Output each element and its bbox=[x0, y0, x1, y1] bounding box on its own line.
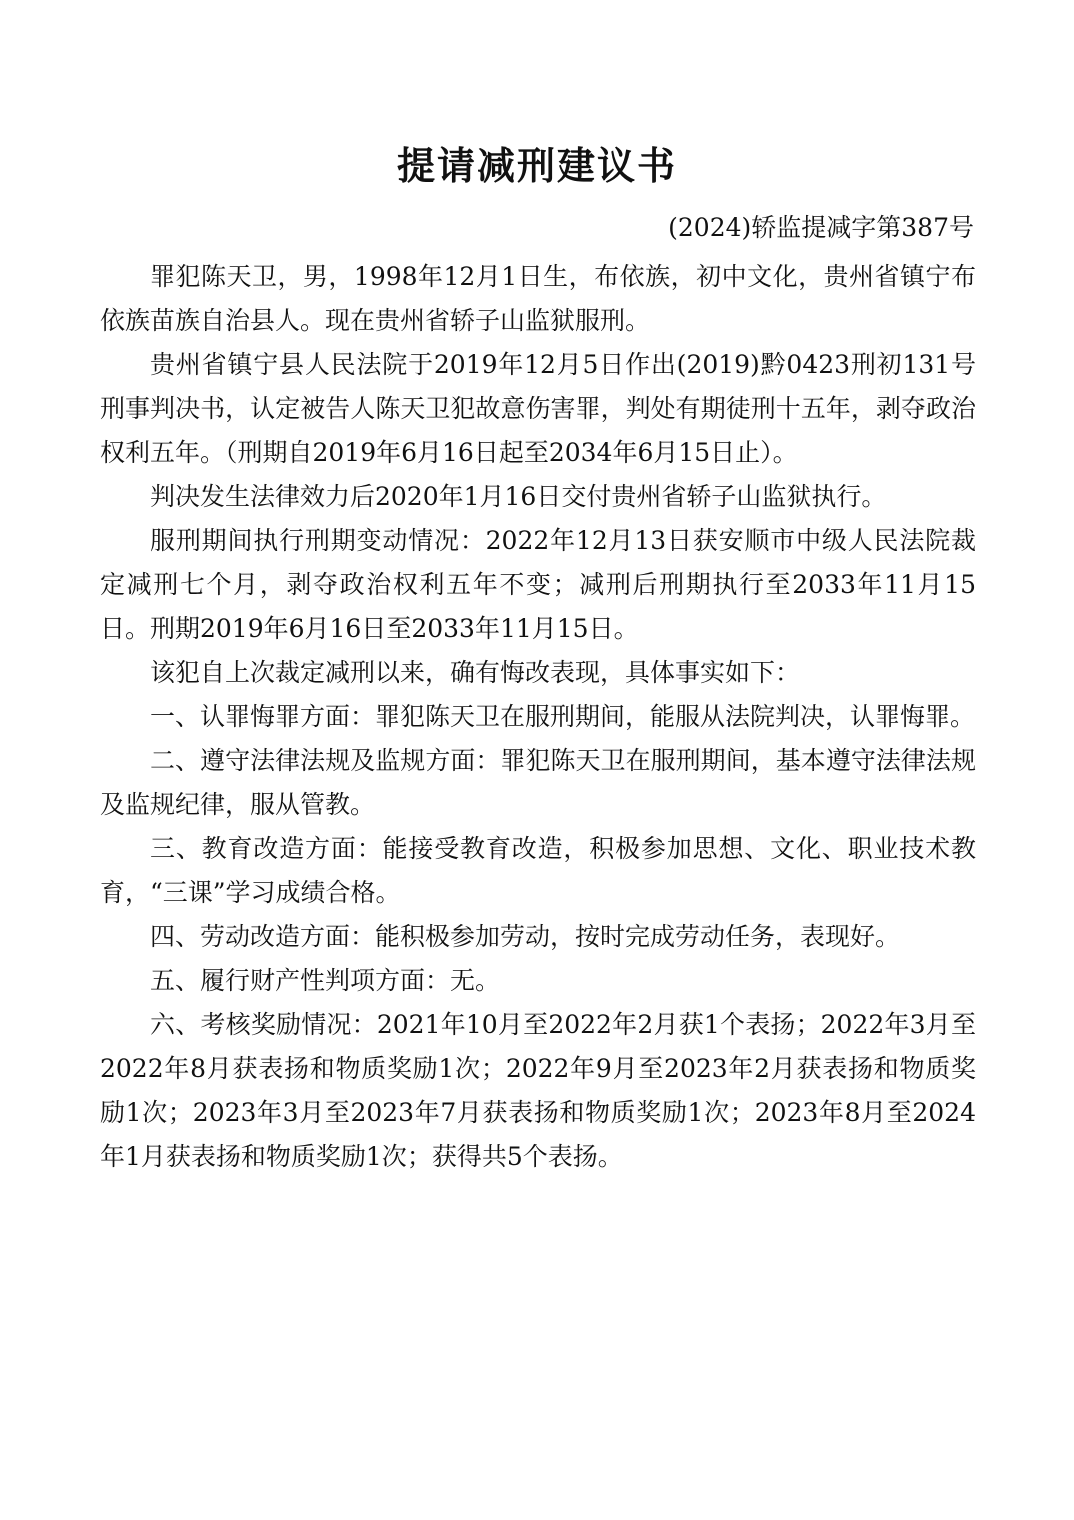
paragraph-sentence-changes: 服刑期间执行刑期变动情况：2022年12月13日获安顺市中级人民法院裁定减刑七个月，剥夺政治权利五年不变；减刑后刑期执行至2033年11月15日。刑期2019年6月16日至2033年11月15日。 bbox=[100, 526, 976, 643]
paragraph-intro-facts: 该犯自上次裁定减刑以来，确有悔改表现，具体事实如下： bbox=[150, 658, 801, 687]
paragraph-original-judgment: 贵州省镇宁县人民法院于2019年12月5日作出(2019)黔0423刑初131号刑事判决书，认定被告人陈天卫犯故意伤害罪，判处有期徒刑十五年，剥夺政治权利五年。（刑期自2019年6月16日起至2034年6月15日止）。 bbox=[100, 350, 976, 467]
paragraph-labor: 四、劳动改造方面：能积极参加劳动，按时完成劳动任务，表现好。 bbox=[150, 922, 901, 951]
paragraph-execution: 判决发生法律效力后2020年1月16日交付贵州省轿子山监狱执行。 bbox=[150, 482, 887, 511]
document-number: (2024)轿监提减字第387号 bbox=[668, 213, 974, 242]
paragraph-property: 五、履行财产性判项方面：无。 bbox=[150, 966, 501, 995]
paragraph-compliance: 二、遵守法律法规及监规方面：罪犯陈天卫在服刑期间，基本遵守法律法规及监规纪律，服从管教。 bbox=[100, 746, 976, 819]
paragraph-criminal-info: 罪犯陈天卫，男，1998年12月1日生，布依族，初中文化，贵州省镇宁布依族苗族自治县人。现在贵州省轿子山监狱服刑。 bbox=[100, 262, 976, 335]
paragraph-rewards: 六、考核奖励情况：2021年10月至2022年2月获1个表扬；2022年3月至2022年8月获表扬和物质奖励1次；2022年9月至2023年2月获表扬和物质奖励1次；2023年3月至2023年7月获表扬和物质奖励1次；2023年8月至2024年1月获表扬和物质奖励1次；获得共5个表扬。 bbox=[100, 1010, 976, 1171]
paragraph-remorse: 一、认罪悔罪方面：罪犯陈天卫在服刑期间，能服从法院判决，认罪悔罪。 bbox=[150, 702, 976, 731]
document-title: 提请减刑建议书 bbox=[396, 144, 677, 188]
document-body bbox=[100, 255, 976, 1179]
paragraph-education: 三、教育改造方面：能接受教育改造，积极参加思想、文化、职业技术教育，“三课”学习成绩合格。 bbox=[100, 834, 976, 907]
